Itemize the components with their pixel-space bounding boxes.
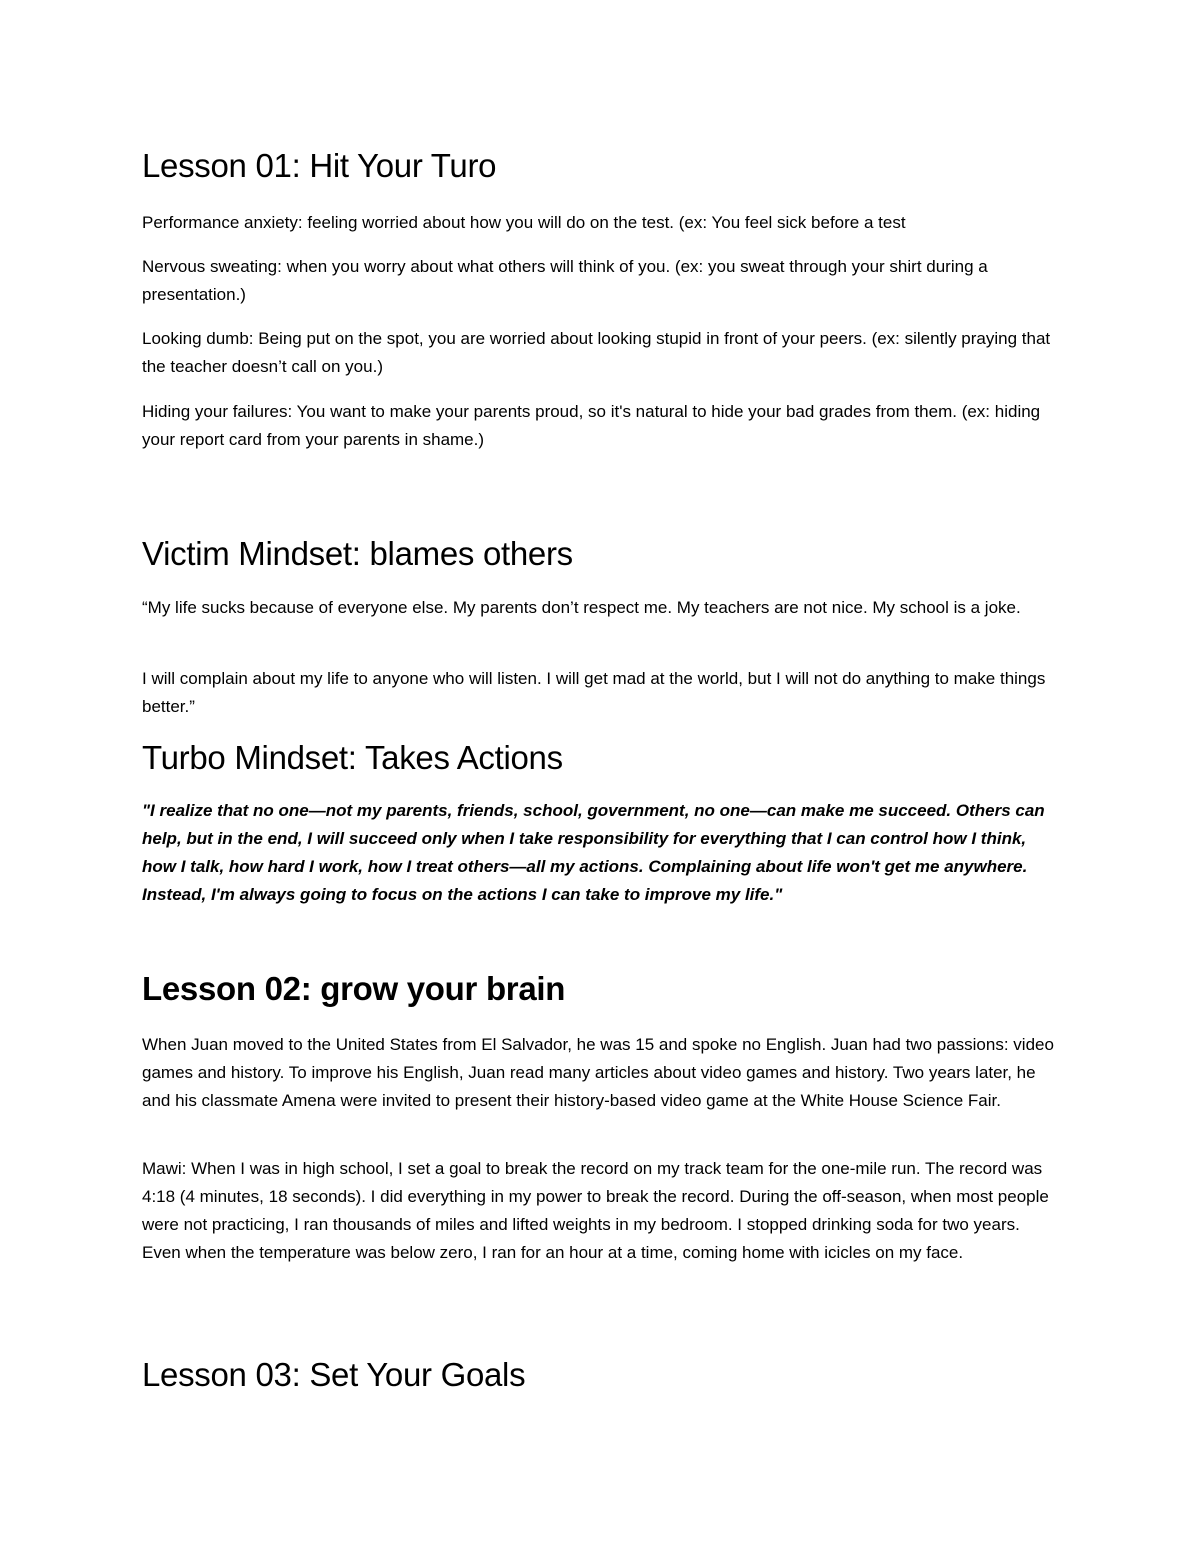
juan-story-text: When Juan moved to the United States from El Salvador, he was 15 and spoke no English. Juan had two passions: video games and history. To improve his English, Juan read many articles about video games and history. Two years later, he and his classmate Amena were invited to present their history-based video game at the White House Science Fair. xyxy=(142,1035,1054,1110)
lesson-01-paragraph xyxy=(142,398,1062,454)
lesson-01-paragraph xyxy=(142,253,1062,309)
performance-anxiety-text: Performance anxiety: feeling worried about how you will do on the test. (ex: You feel sick before a test xyxy=(142,213,906,232)
lesson-01-paragraph xyxy=(142,209,1062,237)
turbo-quote-block xyxy=(142,797,1062,909)
lesson-01-paragraph xyxy=(142,325,1062,381)
victim-quote-2: I will complain about my life to anyone who will listen. I will get mad at the world, but I will not do anything to make things better.” xyxy=(142,669,1046,716)
victim-mindset-section xyxy=(142,534,1062,574)
lesson-03-section xyxy=(142,1355,1062,1395)
lesson-02-paragraph xyxy=(142,1031,1062,1115)
victim-quote-1: “My life sucks because of everyone else. My parents don’t respect me. My teachers are not nice. My school is a joke. xyxy=(142,598,1021,617)
mawi-story-text: Mawi: When I was in high school, I set a goal to break the record on my track team for the one-mile run. The record was 4:18 (4 minutes, 18 seconds). I did everything in my power to break the record. During the off-season, when most people were not practicing, I ran thousands of miles and lifted weights in my bedroom. I stopped drinking soda for two years. Even when the temperature was below zero, I ran for an hour at a time, coming home with icicles on my face. xyxy=(142,1159,1049,1262)
lesson-01-section xyxy=(142,146,1062,186)
lesson-01-title: Lesson 01: Hit Your Turo xyxy=(142,147,497,184)
looking-dumb-text: Looking dumb: Being put on the spot, you are worried about looking stupid in front of your peers. (ex: silently praying that the teacher doesn’t call on you.) xyxy=(142,329,1051,376)
nervous-sweating-text: Nervous sweating: when you worry about what others will think of you. (ex: you sweat through your shirt during a presentation.) xyxy=(142,257,988,304)
turbo-mindset-section xyxy=(142,738,1062,778)
lesson-02-section xyxy=(142,969,1062,1009)
turbo-quote: "I realize that no one—not my parents, friends, school, government, no one—can make me succeed. Others can help, but in the end, I will succeed only when I take responsibility for everything that I can control how I think, how I talk, how hard I work, how I treat others—all my actions. Complaining about life won't get me anywhere. Instead, I'm always going to focus on the actions I can take to improve my life." xyxy=(142,801,1045,904)
victim-mindset-title: Victim Mindset: blames others xyxy=(142,535,573,572)
lesson-03-title: Lesson 03: Set Your Goals xyxy=(142,1356,526,1393)
turbo-mindset-title: Turbo Mindset: Takes Actions xyxy=(142,739,563,776)
hiding-failures-text: Hiding your failures: You want to make your parents proud, so it's natural to hide your bad grades from them. (ex: hiding your report card from your parents in shame.) xyxy=(142,402,1041,449)
lesson-02-title: Lesson 02: grow your brain xyxy=(142,970,566,1007)
lesson-02-paragraph xyxy=(142,1155,1062,1267)
victim-paragraph xyxy=(142,665,1062,721)
victim-paragraph xyxy=(142,594,1062,622)
